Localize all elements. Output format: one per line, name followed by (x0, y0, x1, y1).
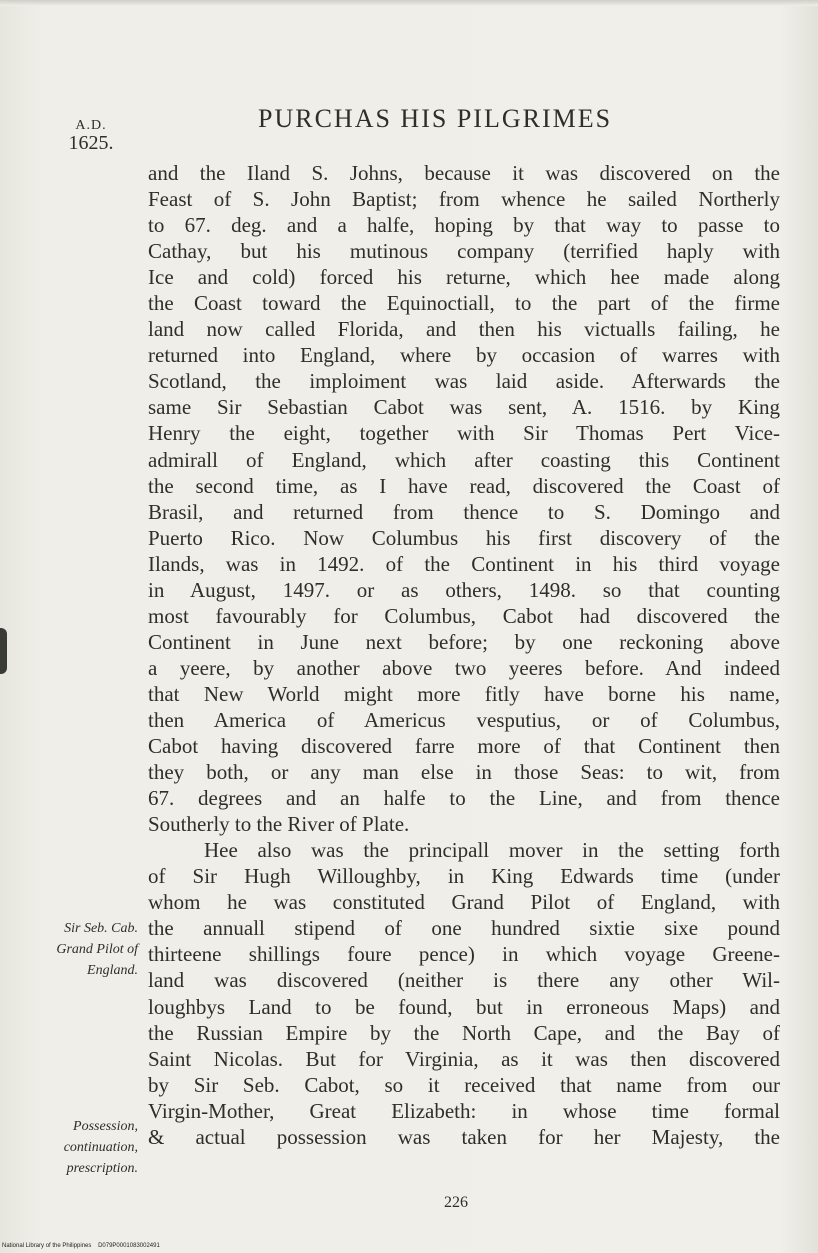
text-line: Ice and cold) forced his returne, which hee made along (148, 265, 780, 290)
text-line: in August, 1497. or as others, 1498. so that counting (148, 577, 780, 602)
text-line: a yeere, by another above two yeeres before. And indeed (148, 655, 780, 680)
text-line: Hee also was the principall mover in the setting forth (204, 838, 780, 863)
text-line: the Coast toward the Equinoctiall, to the part of the firme (148, 291, 780, 316)
text-line: Ilands, was in 1492. of the Continent in his third voyage (148, 551, 780, 576)
side-note-line: Possession, (73, 1119, 138, 1134)
text-line: and the Iland S. Johns, because it was discovered on the (148, 161, 780, 185)
text-line: Saint Nicolas. But for Virginia, as it was then discovered (148, 1046, 780, 1071)
text-line: Scotland, the imploiment was laid aside. Afterwards the (148, 369, 780, 394)
side-note-line: Sir Seb. Cab. (64, 921, 138, 936)
text-line: Southerly to the River of Plate. (148, 812, 410, 837)
text-line: of Sir Hugh Willoughby, in King Edwards time (under (148, 864, 780, 889)
side-note-possession (18, 1116, 138, 1179)
text-line: land now called Florida, and then his victualls failing, he (148, 317, 780, 342)
text-line: thirteene shillings foure pence) in which voyage Greene- (148, 942, 780, 967)
text-line: Cabot having discovered farre more of that Continent then (148, 734, 780, 759)
page-number: 226 (444, 1194, 468, 1211)
paragraph-2 (148, 837, 780, 1150)
margin-year: 1625. (68, 132, 114, 154)
text-line: the second time, as I have read, discovered the Coast of (148, 473, 780, 498)
text-line: Feast of S. John Baptist; from whence he sailed Northerly (148, 187, 780, 212)
text-line: Continent in June next before; by one reckoning above (148, 629, 780, 654)
text-line: & actual possession was taken for her Majesty, the (148, 1124, 780, 1149)
footer-id: D079P0001083002491 (98, 1243, 160, 1249)
text-line: loughbys Land to be found, but in erroneous Maps) and (148, 994, 780, 1019)
side-note-line: Grand Pilot of (56, 942, 138, 957)
text-line: returned into England, where by occasion of warres with (148, 343, 780, 368)
text-line: Brasil, and returned from thence to S. Domingo and (148, 499, 780, 524)
text-line: by Sir Seb. Cabot, so it received that name from our (148, 1072, 780, 1097)
text-line: that New World might more fitly have borne his name, (148, 681, 780, 706)
text-line: Cathay, but his mutinous company (terrified haply with (148, 239, 780, 264)
body-text (148, 160, 780, 1150)
text-line: the annuall stipend of one hundred sixtie sixe pound (148, 916, 780, 941)
text-line: land was discovered (neither is there any other Wil- (148, 968, 780, 993)
side-note-line: continuation, (63, 1140, 138, 1155)
text-line: the Russian Empire by the North Cape, and the Bay of (148, 1020, 780, 1045)
text-line: admirall of England, which after coasting this Continent (148, 447, 780, 472)
text-line: they both, or any man else in those Seas: to wit, from (148, 760, 780, 785)
footer-credit (2, 1243, 160, 1249)
text-line: same Sir Sebastian Cabot was sent, A. 1516. by King (148, 395, 780, 420)
text-line: Virgin-Mother, Great Elizabeth: in whose time formal (148, 1098, 780, 1123)
text-line: Henry the eight, together with Sir Thomas Pert Vice- (148, 421, 780, 446)
side-note-line: prescription. (66, 1161, 138, 1176)
text-line: then America of Americus vesputius, or of Columbus, (148, 707, 780, 732)
margin-year-label: A.D. (75, 118, 107, 133)
text-line: 67. degrees and an halfe to the Line, and from thence (148, 786, 780, 811)
text-line: Puerto Rico. Now Columbus his first discovery of the (148, 525, 780, 550)
text-line: to 67. deg. and a halfe, hoping by that way to passe to (148, 213, 780, 238)
scan-top-edge (0, 0, 818, 6)
paragraph-1 (148, 160, 780, 837)
side-note-grand-pilot (18, 918, 138, 981)
side-note-line: England. (87, 963, 138, 978)
footer-library: National Library of the Philippines (2, 1243, 92, 1249)
binding-edge-mark (0, 628, 7, 674)
running-head: PURCHAS HIS PILGRIMES (258, 104, 613, 133)
text-line: whom he was constituted Grand Pilot of England, with (148, 890, 780, 915)
text-line: most favourably for Columbus, Cabot had discovered the (148, 603, 780, 628)
